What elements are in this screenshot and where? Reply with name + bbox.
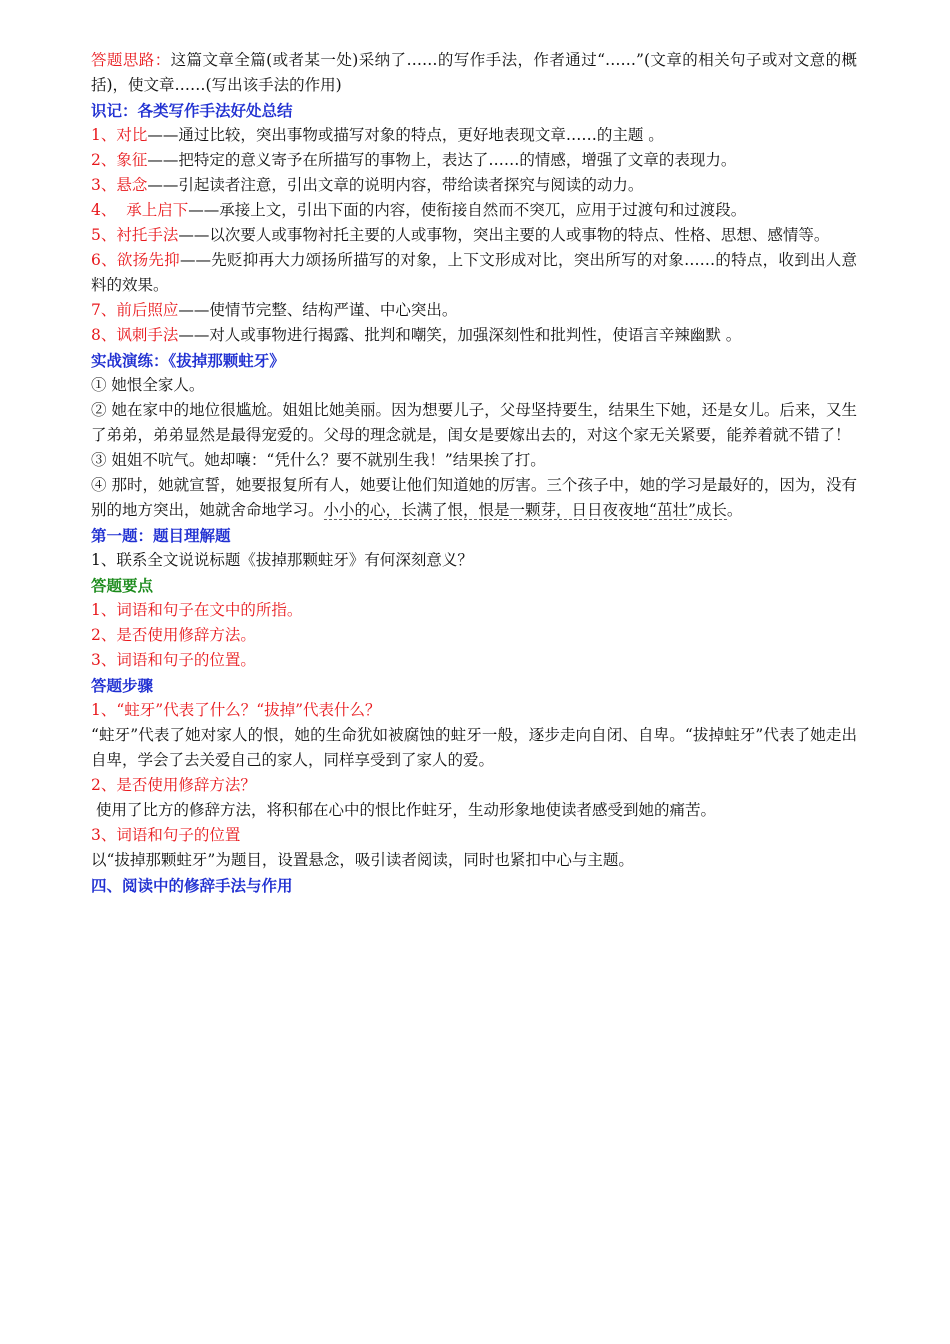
technique-item — [91, 148, 857, 173]
passage-text-end: 。 — [726, 501, 743, 519]
technique-desc: ——使情节完整、结构严谨、中心突出。 — [178, 301, 458, 319]
technique-desc: ——对人或事物进行揭露、批判和嘲笑，加强深刻性和批判性，使语言辛辣幽默 。 — [178, 326, 742, 344]
points-heading: 答题要点 — [91, 576, 154, 595]
technique-term: 5、衬托手法 — [91, 226, 179, 244]
intro-label: 答题思路： — [91, 51, 171, 69]
intro-text: 这篇文章全篇(或者某一处)采纳了……的写作手法，作者通过“……”(文章的相关句子或对文意的概括)，使文章……(写出该手法的作用) — [91, 51, 857, 94]
point-item: 2、是否使用修辞方法。 — [91, 626, 256, 644]
step-question: 1、“蛀牙”代表了什么？“拔掉”代表什么？ — [91, 701, 381, 719]
technique-term: 1、对比 — [91, 126, 148, 144]
technique-item — [91, 323, 857, 348]
intro-paragraph — [91, 48, 857, 98]
technique-term: 3、悬念 — [91, 176, 148, 194]
technique-desc: ——引起读者注意，引出文章的说明内容，带给读者探究与阅读的动力。 — [147, 176, 644, 194]
passage-paragraph — [91, 473, 857, 523]
passage-paragraph: ③ 姐姐不吭气。她却嚷：“凭什么？要不就别生我！”结果挨了打。 — [91, 451, 546, 469]
technique-term: 2、象征 — [91, 151, 148, 169]
step-question: 3、词语和句子的位置 — [91, 826, 241, 844]
technique-item — [91, 198, 857, 223]
technique-desc: ——先贬抑再大力颂扬所描写的对象，上下文形成对比，突出所写的对象……的特点，收到出人意料的效果。 — [91, 251, 857, 294]
passage-paragraph: ② 她在家中的地位很尴尬。姐姐比她美丽。因为想要儿子，父母坚持要生，结果生下她，还是女儿。后来，又生了弟弟，弟弟显然是最得宠爱的。父母的理念就是，闺女是要嫁出去的，对这个家无关紧要，能养着就不错了！ — [91, 401, 857, 444]
technique-item — [91, 223, 857, 248]
passage-paragraph: ① 她恨全家人。 — [91, 376, 205, 394]
technique-term: 6、欲扬先抑 — [91, 251, 180, 269]
question-heading: 第一题：题目理解题 — [91, 526, 231, 545]
technique-desc: ——把特定的意义寄予在所描写的事物上，表达了……的情感，增强了文章的表现力。 — [147, 151, 737, 169]
technique-desc: ——通过比较，突出事物或描写对象的特点，更好地表现文章……的主题 。 — [147, 126, 664, 144]
underlined-sentence: 小小的心，长满了恨，恨是一颗芽，日日夜夜地“茁壮”成长 — [323, 501, 727, 519]
technique-item — [91, 173, 857, 198]
step-question: 2、是否使用修辞方法？ — [91, 776, 256, 794]
step-answer: “蛀牙”代表了她对家人的恨，她的生命犹如被腐蚀的蛀牙一般，逐步走向自闭、自卑。“拔掉蛀牙”代表了她走出自卑，学会了去关爱自己的家人，同样享受到了家人的爱。 — [91, 726, 857, 769]
point-item: 1、词语和句子在文中的所指。 — [91, 601, 303, 619]
document-page — [91, 48, 857, 898]
point-item: 3、词语和句子的位置。 — [91, 651, 256, 669]
technique-desc: ——以次要人或事物衬托主要的人或事物，突出主要的人或事物的特点、性格、思想、感情等。 — [178, 226, 830, 244]
step-answer: 以“拔掉那颗蛀牙”为题目，设置悬念，吸引读者阅读，同时也紧扣中心与主题。 — [91, 851, 634, 869]
passage-text: ④ 那时，她就宣誓，她要报复所有人，她要让他们知道她的厉害。三个孩子中，她的学习是最好的，因为，没有别的地方突出，她就舍命地学习。 — [91, 476, 857, 519]
practice-heading: 实战演练：《拔掉那颗蛀牙》 — [91, 351, 285, 370]
section-heading: 四、阅读中的修辞手法与作用 — [91, 876, 293, 895]
summary-heading: 识记：各类写作手法好处总结 — [91, 101, 293, 120]
question-text: 1、联系全文说说标题《拔掉那颗蛀牙》有何深刻意义？ — [91, 551, 473, 569]
technique-term: 8、讽刺手法 — [91, 326, 179, 344]
technique-item — [91, 248, 857, 298]
steps-heading: 答题步骤 — [91, 676, 154, 695]
technique-term: 4、 承上启下 — [91, 201, 189, 219]
step-answer: 使用了比方的修辞方法，将积郁在心中的恨比作蛀牙，生动形象地使读者感受到她的痛苦。 — [91, 801, 716, 819]
technique-item — [91, 123, 857, 148]
technique-desc: ——承接上文，引出下面的内容，使衔接自然而不突兀，应用于过渡句和过渡段。 — [188, 201, 747, 219]
technique-item — [91, 298, 857, 323]
technique-term: 7、前后照应 — [91, 301, 179, 319]
